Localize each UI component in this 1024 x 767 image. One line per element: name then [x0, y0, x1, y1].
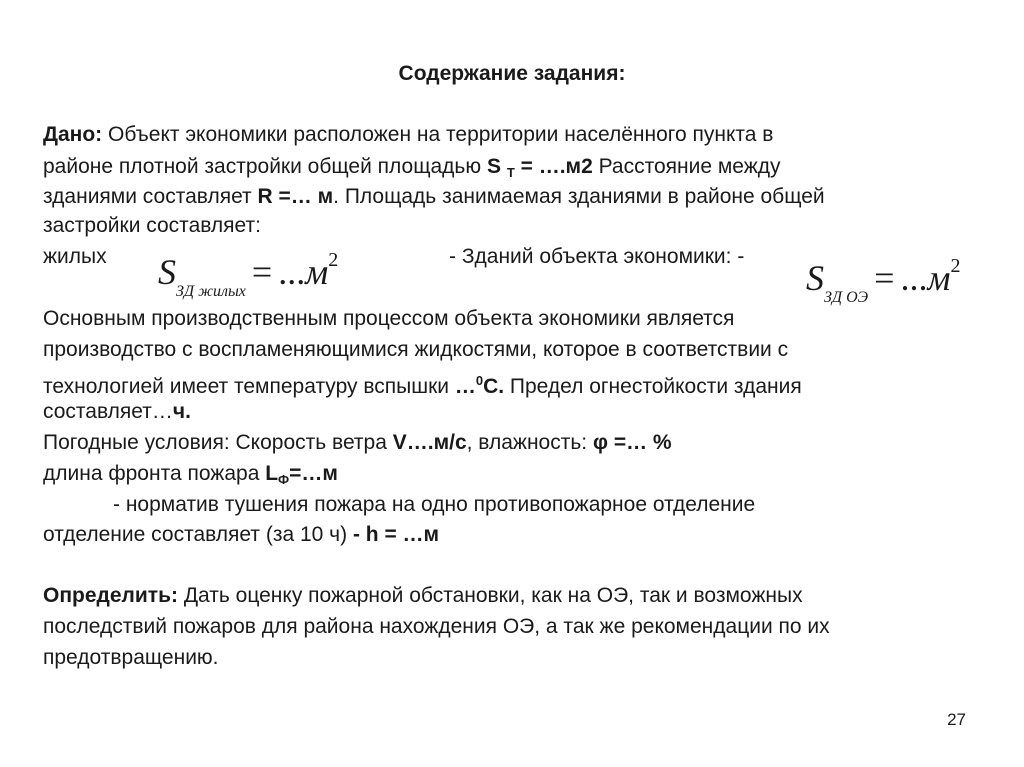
given-line-4: застройки составляет: — [43, 214, 261, 237]
determine-line-3: предотвращению. — [43, 646, 219, 669]
extinguishing-norm: - h = …м — [352, 523, 440, 546]
page-number: 27 — [947, 710, 966, 729]
given-line-2 — [43, 154, 781, 186]
given-text-3a: зданиями составляет — [43, 185, 258, 208]
body-line-8: отделение составляет (за 10 ч) - h = …м — [43, 523, 440, 546]
body-line-5: Погодные условия: Скорость ветра V….м/с, влажность: φ =… % — [43, 431, 672, 454]
body-line-3: технологией имеет температуру вспышки …$^0$С. Предел огнестойкости здания — [43, 373, 802, 398]
fire-resistance-unit: ч. — [172, 400, 191, 423]
given-line-5b: - Зданий объекта экономики: - — [449, 245, 745, 268]
body-line-7: - норматив тушения пожара на одно противопожарное отделение — [113, 493, 756, 516]
humidity: φ =… % — [592, 431, 672, 454]
given-line-1 — [43, 122, 773, 148]
given-text-2a: районе плотной застройки общей площадью — [43, 155, 487, 178]
given-text-2d: Расстояние между — [592, 155, 781, 178]
body-line-4: составляет…ч. — [43, 400, 191, 423]
given-line-3 — [43, 184, 825, 210]
body-line-2: производство с воспламеняющимися жидкостями, которое в соответствии с — [43, 338, 789, 361]
fire-front-length: $L_Ф=\dots м$ — [265, 462, 338, 487]
determine-line-1: Определить: Дать оценку пожарной обстановки, как на ОЭ, так и возможных — [43, 584, 803, 607]
body-line-6: длина фронта пожара $L_Ф=\dots м$ — [43, 462, 338, 487]
area-symbol: S $_Т$ = ….м2 — [486, 155, 593, 180]
distance-value: R =… м — [257, 185, 334, 208]
formula-enterprise: $S_{ЗД ОЭ} = ...м^2$ — [806, 255, 961, 306]
given-label: Дано: — [43, 123, 103, 146]
wind-speed: V….м/с — [392, 431, 467, 454]
body-line-1: Основным производственным процессом объекта экономики является — [43, 307, 735, 330]
given-text-3c: . Площадь занимаемая зданиями в районе общей — [333, 185, 825, 208]
formula-residential: $S_{ЗД жилых} = ...м^2$ — [158, 249, 339, 300]
given-text-1: Объект экономики расположен на территории населённого пункта в — [108, 123, 774, 146]
flash-point: …$^0$С. — [454, 373, 505, 398]
slide-title: Содержание задания: — [398, 62, 626, 85]
given-line-5a: жилых — [43, 245, 107, 268]
determine-line-2: последствий пожаров для района нахождения ОЭ, а так же рекомендации по их — [43, 615, 830, 638]
determine-label: Определить: — [43, 584, 178, 607]
